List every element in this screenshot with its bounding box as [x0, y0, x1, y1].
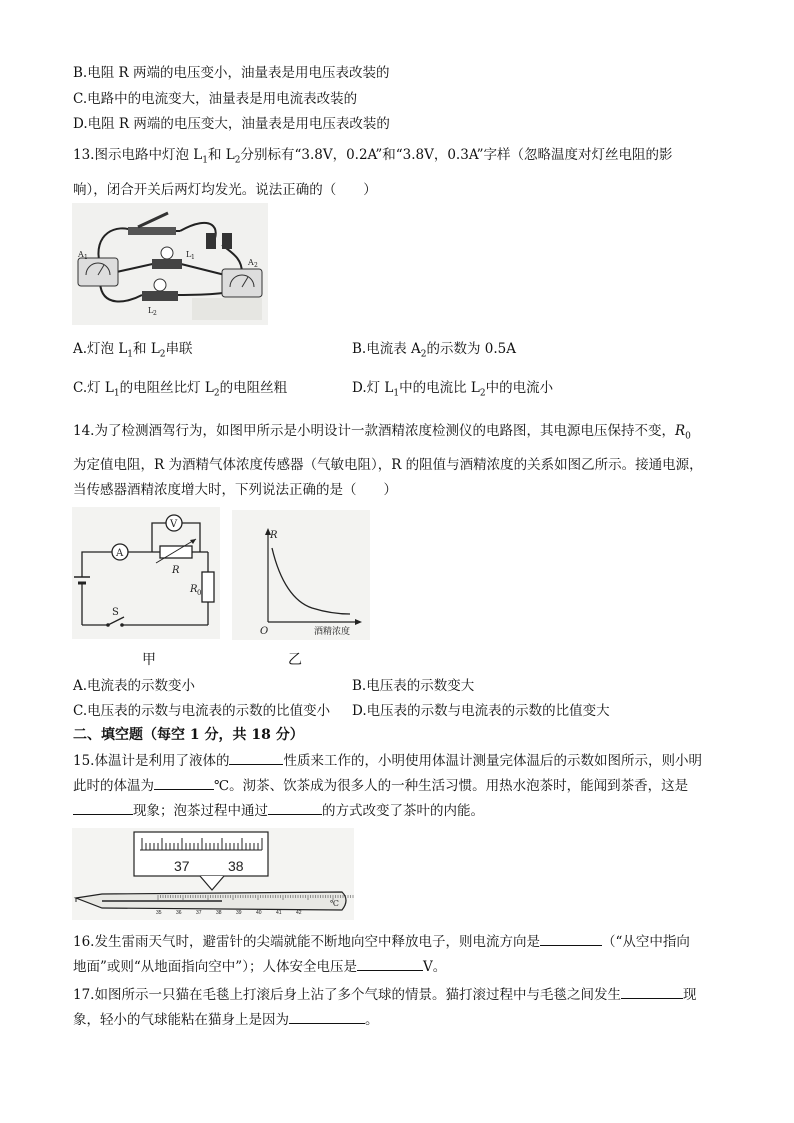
scale-label: 41: [276, 910, 282, 916]
jia-voltmeter-label: V: [170, 519, 178, 530]
svg-text:1: 1: [191, 254, 195, 261]
svg-text:0: 0: [197, 589, 202, 597]
scale-label: 39: [236, 910, 242, 916]
q14-stem-line1: 14.为了检测酒驾行为，如图甲所示是小明设计一款酒精浓度检测仪的电路图，其电源电压保持不变，$R_0$: [73, 423, 691, 442]
q14-option-a: A.电流表的示数变小: [73, 678, 196, 694]
zoom-label-38: 38: [228, 858, 244, 874]
q14-stem-line3: 当传感器酒精浓度增大时，下列说法正确的是（ ）: [73, 482, 397, 498]
scale-label: 36: [176, 910, 182, 916]
q14-option-c: C.电压表的示数与电流表的示数的比值变小: [73, 703, 331, 719]
q14-option-b: B.电压表的示数变大: [352, 678, 475, 694]
q13-option-a: A.灯泡 $L_1$和 $L_2$串联: [73, 341, 193, 360]
q14-option-d: D.电压表的示数与电流表的示数的比值变大: [352, 703, 610, 719]
q13-circuit-figure: [72, 203, 268, 325]
q14-stem-line2: 为定值电阻，R 为酒精气体浓度传感器（气敏电阻），R 的阻值与酒精浓度的关系如图乙所示。接通电源，: [73, 457, 703, 473]
scale-label: 35: [156, 910, 162, 916]
q14-circuit-jia: [72, 507, 220, 639]
fig-label-l1: L: [186, 250, 192, 259]
q16-line2: 地面”或则“从地面指向空中”）；人体安全电压是 V。: [73, 956, 446, 977]
caption-jia: 甲: [142, 652, 156, 668]
fig-label-a2: A: [248, 258, 254, 267]
caption-yi: 乙: [288, 652, 302, 668]
q13-option-c: C.灯 $L_1$的电阻丝比灯 $L_2$的电阻丝粗: [73, 380, 288, 399]
jia-switch-label: S: [112, 607, 119, 618]
scale-label: 38: [216, 910, 222, 916]
q15-line1: 15.体温计是利用了液体的 性质来工作的，小明使用体温计测量完体温后的示数如图所示，则小明: [73, 750, 702, 771]
q16-line1: 16.发生雷雨天气时，避雷针的尖端就能不断地向空中释放电子，则电流方向是 （“从空中指向: [73, 931, 690, 952]
q15-line2: 此时的体温为 ℃。沏茶、饮茶成为很多人的一种生活习惯。用热水泡茶时，能闻到茶香，这是: [73, 775, 688, 796]
q14-graph-yi: [232, 510, 370, 640]
q15-line3: 现象；泡茶过程中通过 的方式改变了茶叶的内能。: [73, 800, 484, 821]
yi-origin-label: O: [260, 626, 269, 637]
scale-label: 40: [256, 910, 262, 916]
q13-stem-line2: 响），闭合开关后两灯均发光。说法正确的（ ）: [73, 182, 377, 198]
scale-label: 37: [196, 910, 202, 916]
q12-option-c: C.电路中的电流变大，油量表是用电流表改装的: [73, 91, 358, 107]
section-fill-in-blank-title: 二、填空题（每空 1 分，共 18 分）: [73, 727, 304, 743]
svg-text:2: 2: [153, 310, 157, 317]
thermometer-unit: ℃: [330, 899, 339, 908]
scale-label: 42: [296, 910, 302, 916]
svg-text:1: 1: [84, 254, 88, 261]
q17-line1: 17.如图所示一只猫在毛毯上打滚后身上沾了多个气球的情景。猫打滚过程中与毛毯之间发生 现: [73, 984, 696, 1005]
fig-label-l2: L: [148, 306, 154, 315]
yi-y-axis-label: R: [270, 530, 278, 541]
jia-r0-label: R: [190, 584, 198, 595]
jia-r-label: R: [172, 565, 180, 576]
fig-label-a1: A: [78, 250, 84, 259]
q13-option-b: B.电流表 $A_2$的示数为 0.5A: [352, 341, 517, 360]
jia-ammeter-label: A: [116, 548, 124, 559]
yi-x-axis-label: 酒精浓度: [314, 627, 351, 637]
svg-text:2: 2: [254, 262, 258, 269]
q13-stem-line1: 13.图示电路中灯泡 $L_1$和 $L_2$分别标有“3.8V，0.2A”和“3.8V，0.3A”字样（忽略温度对灯丝电阻的影: [73, 147, 673, 166]
q12-option-d: D.电阻 R 两端的电压变大，油量表是用电压表改装的: [73, 116, 390, 132]
q17-line2: 象，轻小的气球能粘在猫身上是因为 。: [73, 1009, 379, 1030]
q15-thermometer-figure: [72, 828, 354, 920]
q13-option-d: D.灯 $L_1$中的电流比 $L_2$中的电流小: [352, 380, 554, 399]
zoom-label-37: 37: [174, 858, 190, 874]
q12-option-b: B.电阻 R 两端的电压变小，油量表是用电压表改装的: [73, 65, 390, 81]
